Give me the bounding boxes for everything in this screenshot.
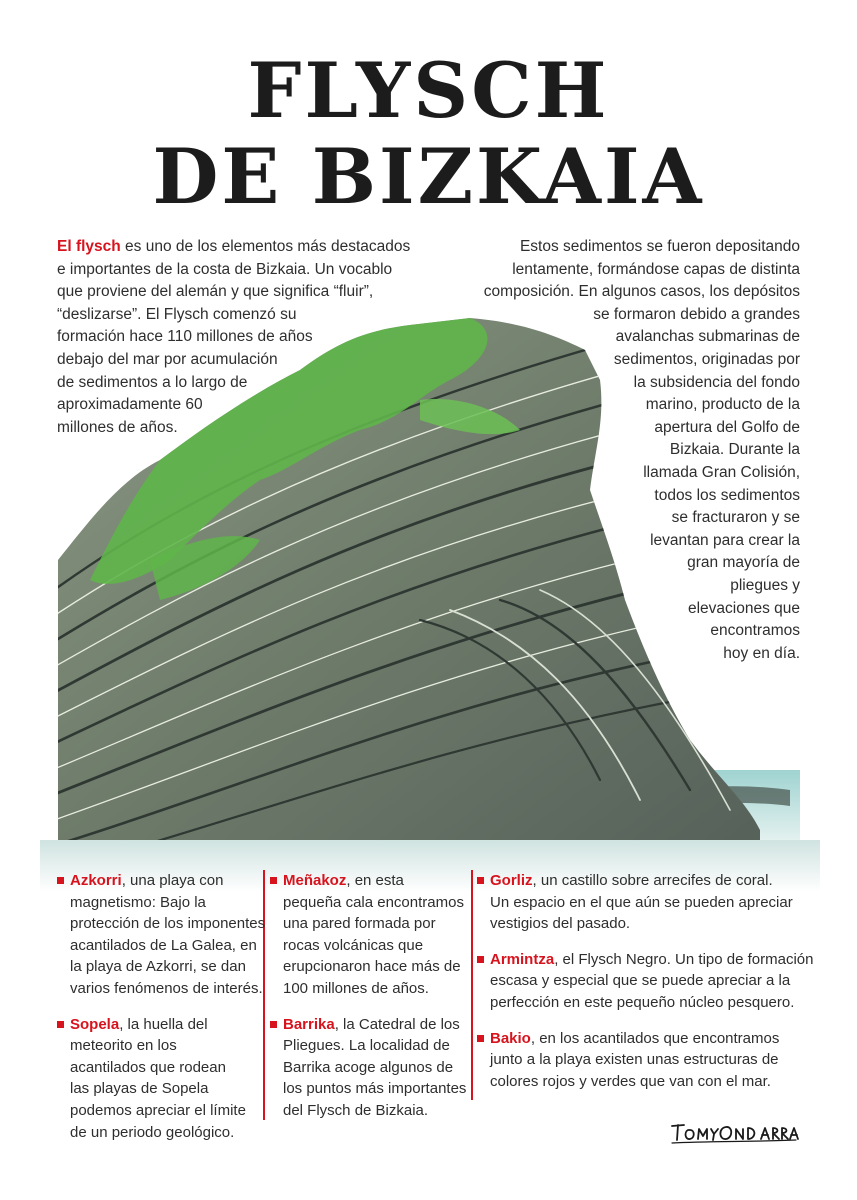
place-text: la playa de Azkorri, se dan (70, 958, 246, 976)
place-text: acantilados de La Galea, en (70, 936, 257, 954)
place-text: pequeña cala encontramos (283, 893, 464, 911)
sediments-line: se formaron debido a grandes (593, 305, 800, 323)
place-text: podemos apreciar el límite (70, 1101, 246, 1119)
sediments-line: encontramos (710, 622, 800, 640)
intro-lead: El flysch (57, 238, 121, 255)
place-text: del Flysch de Bizkaia. (283, 1101, 429, 1119)
place-name: Gorliz (490, 872, 533, 889)
place-item-barrika (270, 1014, 470, 1122)
place-text: , en esta (346, 872, 404, 889)
place-text: Pliegues. La localidad de (283, 1037, 450, 1055)
intro-line: aproximadamente 60 (57, 396, 203, 414)
bullet-square (477, 1035, 484, 1042)
sediments-line: marino, producto de la (645, 396, 800, 414)
bullet-square (57, 877, 64, 884)
place-text: protección de los imponentes (70, 915, 266, 933)
sediments-line: gran mayoría de (687, 554, 800, 572)
place-item-bakio (477, 1028, 807, 1093)
places-column-3 (477, 870, 814, 1106)
sediments-line: llamada Gran Colisión, (643, 463, 800, 481)
place-item-armintza (477, 949, 814, 1014)
bullet-square (270, 1021, 277, 1028)
place-text: rocas volcánicas que (283, 936, 424, 954)
bullet-square (477, 877, 484, 884)
place-text: vestigios del pasado. (490, 915, 631, 933)
place-name: Bakio (490, 1029, 531, 1047)
sediments-line: elevaciones que (687, 599, 800, 617)
places-column-2 (270, 870, 470, 1136)
place-text: magnetismo: Bajo la (70, 893, 206, 911)
bullet-square (270, 877, 277, 884)
place-item-menakoz (270, 870, 470, 1000)
sediments-line: pliegues y (730, 576, 800, 594)
place-text: colores rojos y verdes que van con el mar. (490, 1072, 771, 1090)
place-text: , en los acantilados que encontramos (530, 1029, 780, 1047)
place-name: Azkorri (70, 872, 122, 889)
place-text: , una playa con (121, 872, 224, 889)
place-item-gorliz (477, 870, 807, 935)
intro-line: de sedimentos a lo largo de (57, 373, 248, 391)
sediments-line: hoy en día. (723, 644, 800, 662)
intro-line: debajo del mar por acumulación (57, 350, 278, 368)
sediments-line: Bizkaia. Durante la (669, 441, 800, 459)
intro-line: que proviene del alemán y que significa “fluir”, (57, 283, 374, 301)
intro-line: millones de años. (57, 418, 178, 436)
place-text: Un espacio en el que aún se pueden apreciar (490, 893, 793, 911)
intro-paragraph (57, 236, 417, 439)
place-text: perfección en este pequeño núcleo pesquero. (490, 993, 795, 1011)
sediments-line: avalanchas submarinas de (615, 328, 800, 346)
place-text: , el Flysch Negro. Un tipo de formación (554, 950, 814, 968)
sediments-line: composición. En algunos casos, los depósitos (483, 283, 800, 301)
place-name: Armintza (490, 950, 555, 968)
place-item-azkorri (57, 870, 267, 1000)
place-text: los puntos más importantes (283, 1080, 467, 1098)
sediments-line: todos los sedimentos (654, 486, 800, 504)
sediments-line: apertura del Golfo de (654, 418, 800, 436)
place-name: Meñakoz (283, 872, 347, 889)
artist-signature (670, 1118, 800, 1146)
intro-line: formación hace 110 millones de años (57, 328, 313, 346)
sediments-line: se fracturaron y se (671, 509, 800, 527)
bullet-square (477, 956, 484, 963)
place-text: escasa y especial que se puede apreciar a la (490, 972, 791, 990)
bullet-square (57, 1021, 64, 1028)
place-text: erupcionaron hace más de (283, 958, 461, 976)
place-text: acantilados que rodean (70, 1058, 226, 1076)
sediments-line: levantan para crear la (650, 531, 800, 549)
place-text: junto a la playa existen unas estructuras de (490, 1051, 779, 1069)
place-name: Barrika (283, 1015, 335, 1033)
sediments-line: la subsidencia del fondo (633, 373, 800, 391)
title-line-1: FLYSCH (247, 46, 610, 135)
place-name: Sopela (70, 1015, 120, 1033)
intro-line: “deslizarse”. El Flysch comenzó su (57, 305, 297, 323)
place-item-sopela (57, 1014, 267, 1144)
sediments-line: sedimentos, originadas por (613, 350, 800, 368)
place-text: , un castillo sobre arrecifes de coral. (532, 872, 773, 889)
place-text: varios fenómenos de interés. (70, 979, 263, 997)
place-text: 100 millones de años. (283, 979, 429, 997)
place-text: de un periodo geológico. (70, 1123, 235, 1141)
place-text: Barrika acoge algunos de (283, 1058, 454, 1076)
place-text: una pared formada por (283, 915, 436, 933)
title-line-2: DE BIZKAIA (152, 132, 705, 221)
places-column-1 (57, 870, 267, 1157)
place-text: meteorito en los (70, 1037, 177, 1055)
place-text: las playas de Sopela (70, 1080, 209, 1098)
place-text: , la huella del (119, 1015, 208, 1033)
column-divider (471, 870, 473, 1100)
sediments-line: lentamente, formándose capas de distinta (512, 260, 800, 278)
sediments-paragraph (455, 236, 800, 665)
intro-line: es uno de los elementos más destacados (120, 238, 411, 255)
sediments-line: Estos sedimentos se fueron depositando (519, 238, 800, 255)
place-text: , la Catedral de los (334, 1015, 460, 1033)
intro-line: e importantes de la costa de Bizkaia. Un vocablo (57, 260, 393, 278)
